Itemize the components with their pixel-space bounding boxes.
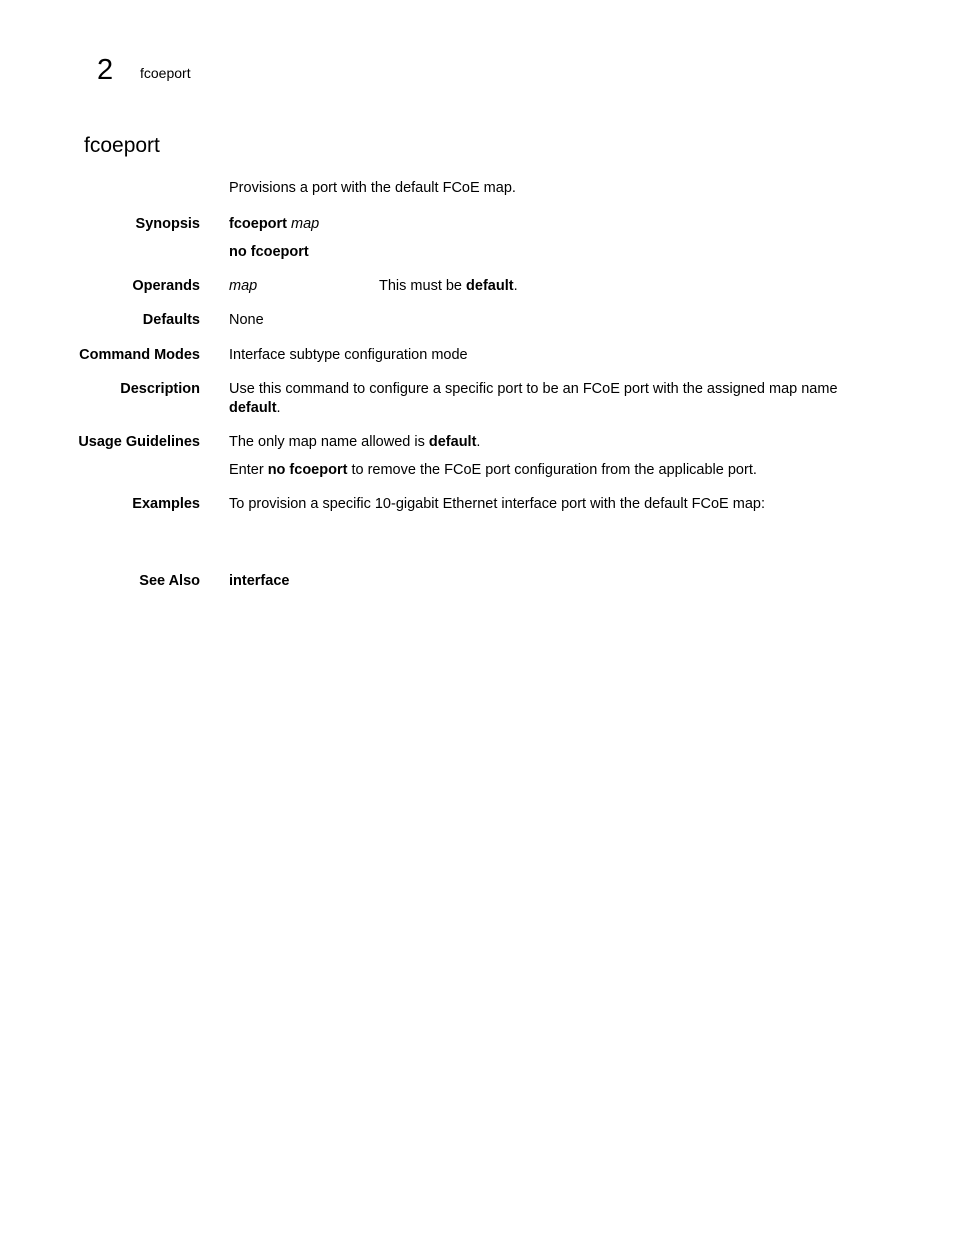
synopsis-label: Synopsis: [135, 216, 200, 232]
synopsis-line-2: [229, 244, 309, 260]
description-body: Use this command to configure a specific port to be an FCoE port with the assigned map name: [229, 381, 838, 397]
operand-desc-suffix: .: [513, 278, 518, 294]
running-header-title: fcoeport: [140, 65, 191, 81]
see-also-interface[interactable]: interface: [229, 573, 290, 589]
usage-line-2-bold: no fcoeport: [267, 462, 348, 478]
usage-line-2-prefix: Enter: [229, 462, 268, 478]
examples-label: Examples: [132, 496, 200, 512]
see-also-link[interactable]: [229, 573, 289, 589]
usage-guidelines-label: Usage Guidelines: [78, 434, 200, 450]
command-modes-value: Interface subtype configuration mode: [229, 347, 468, 363]
usage-line-1: [229, 434, 480, 450]
see-also-label: See Also: [139, 573, 200, 589]
description-bold: default: [229, 400, 277, 416]
usage-line-1-bold: default: [428, 434, 477, 450]
synopsis-argument: map: [291, 216, 320, 232]
operand-name: [229, 278, 257, 294]
description-text: [229, 380, 869, 418]
defaults-value: None: [229, 312, 264, 328]
command-modes-label: Command Modes: [79, 347, 200, 363]
usage-line-1-suffix: .: [476, 434, 481, 450]
operands-label: Operands: [132, 278, 200, 294]
usage-line-2-suffix: to remove the FCoE port configuration from the applicable port.: [347, 462, 757, 478]
operand-desc-prefix: This must be: [379, 278, 467, 294]
synopsis-command: fcoeport: [229, 216, 287, 232]
defaults-label: Defaults: [142, 312, 200, 328]
page-title: fcoeport: [84, 134, 160, 157]
examples-text: To provision a specific 10-gigabit Ethernet interface port with the default FCoE map:: [229, 496, 765, 512]
synopsis-line-1: [229, 216, 319, 232]
usage-line-1-prefix: The only map name allowed is: [229, 434, 429, 450]
synopsis-no-command: no fcoeport: [229, 244, 309, 260]
command-summary: Provisions a port with the default FCoE map.: [229, 180, 516, 196]
description-suffix: .: [276, 400, 281, 416]
operand-description: [379, 278, 518, 294]
operand-desc-value: default: [466, 278, 514, 294]
description-label: Description: [120, 381, 200, 397]
operand-map: map: [229, 278, 258, 294]
chapter-number: 2: [97, 54, 114, 86]
usage-line-2: [229, 462, 757, 478]
